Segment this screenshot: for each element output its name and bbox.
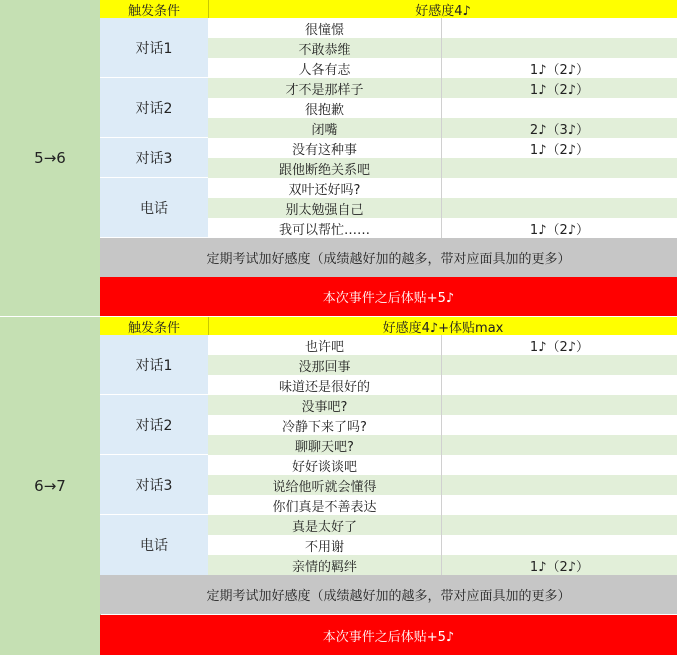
reward-value — [442, 395, 677, 415]
table-row — [208, 78, 677, 98]
reward-value — [442, 98, 677, 118]
option-text: 才不是那样子 — [208, 78, 442, 98]
option-text: 人各有志 — [208, 58, 442, 78]
option-text: 没那回事 — [208, 355, 442, 375]
stage-label: 6→7 — [0, 317, 101, 655]
reward-value — [442, 475, 677, 495]
stage-block-5-6 — [0, 0, 677, 316]
stage-label: 5→6 — [0, 0, 101, 316]
table-row — [208, 555, 677, 575]
option-text: 亲情的羁绊 — [208, 555, 442, 575]
reward-value — [442, 455, 677, 475]
option-text: 没有这种事 — [208, 138, 442, 158]
table-row — [208, 198, 677, 218]
option-text: 冷静下来了吗? — [208, 415, 442, 435]
table-row — [208, 535, 677, 555]
option-text: 很抱歉 — [208, 98, 442, 118]
option-text: 很憧憬 — [208, 18, 442, 38]
reward-value: 1♪（2♪） — [529, 559, 590, 575]
table-row — [208, 515, 677, 535]
option-text: 闭嘴 — [208, 118, 442, 138]
table-row — [208, 355, 677, 375]
trigger-header: 触发条件 — [100, 0, 209, 18]
table-row — [208, 435, 677, 455]
reward-value — [442, 495, 677, 515]
bonus-banner: 本次事件之后体贴+5♪ — [100, 277, 677, 316]
option-text: 真是太好了 — [208, 515, 442, 535]
reward-value — [442, 38, 677, 58]
option-text: 跟他断绝关系吧 — [208, 158, 442, 178]
header-row — [100, 317, 677, 335]
table-row — [208, 138, 677, 158]
table-row — [208, 395, 677, 415]
reward-value — [442, 18, 677, 38]
table-row — [208, 58, 677, 78]
group-dialog-2: 对话2 — [100, 395, 208, 455]
reward-value — [442, 415, 677, 435]
table-row — [208, 18, 677, 38]
exam-note-banner: 定期考试加好感度（成绩越好加的越多，带对应面具加的更多） — [100, 238, 677, 277]
reward-value — [442, 515, 677, 535]
group-phone: 电话 — [100, 515, 208, 576]
reward-value — [442, 355, 677, 375]
table-row — [208, 38, 677, 58]
option-text: 双叶还好吗? — [208, 178, 442, 198]
table-row — [208, 118, 677, 138]
exam-note-banner: 定期考试加好感度（成绩越好加的越多，带对应面具加的更多） — [100, 575, 677, 614]
table-row — [208, 475, 677, 495]
reward-value: 1♪（2♪） — [529, 339, 590, 355]
reward-value — [442, 535, 677, 555]
bonus-banner: 本次事件之后体贴+5♪ — [100, 615, 677, 655]
table-row — [208, 218, 677, 238]
reward-value: 2♪（3♪） — [529, 122, 590, 138]
header-row — [100, 0, 677, 18]
group-dialog-3: 对话3 — [100, 138, 208, 178]
group-dialog-1: 对话1 — [100, 335, 208, 395]
stage-block-6-7 — [0, 317, 677, 655]
reward-value: 1♪（2♪） — [529, 142, 590, 158]
reward-value: 1♪（2♪） — [529, 82, 590, 98]
table-row — [208, 455, 677, 475]
reward-value — [442, 158, 677, 178]
reward-value: 1♪（2♪） — [529, 222, 590, 238]
reward-value — [442, 198, 677, 218]
table-row — [208, 178, 677, 198]
option-text: 别太勉强自己 — [208, 198, 442, 218]
reward-value — [442, 435, 677, 455]
option-text: 不用谢 — [208, 535, 442, 555]
table-row — [208, 375, 677, 395]
table-row — [208, 98, 677, 118]
reward-value: 1♪（2♪） — [529, 62, 590, 78]
group-phone: 电话 — [100, 178, 208, 238]
option-text: 我可以帮忙…… — [208, 218, 442, 238]
option-text: 好好谈谈吧 — [208, 455, 442, 475]
option-text: 聊聊天吧? — [208, 435, 442, 455]
table-row — [208, 495, 677, 515]
option-text: 不敢恭维 — [208, 38, 442, 58]
group-dialog-3: 对话3 — [100, 455, 208, 515]
table-row — [208, 158, 677, 178]
table-row — [208, 415, 677, 435]
trigger-header: 触发条件 — [100, 317, 209, 335]
affection-header: 好感度4♪+体贴max — [382, 320, 504, 336]
group-dialog-2: 对话2 — [100, 78, 208, 138]
reward-value — [442, 375, 677, 395]
option-text: 味道还是很好的 — [208, 375, 442, 395]
reward-value — [442, 178, 677, 198]
option-text: 你们真是不善表达 — [208, 495, 442, 515]
affection-header: 好感度4♪ — [415, 3, 471, 19]
option-text: 也许吧 — [208, 335, 442, 355]
table-row — [208, 335, 677, 355]
group-dialog-1: 对话1 — [100, 18, 208, 78]
option-text: 没事吧? — [208, 395, 442, 415]
option-text: 说给他听就会懂得 — [208, 475, 442, 495]
